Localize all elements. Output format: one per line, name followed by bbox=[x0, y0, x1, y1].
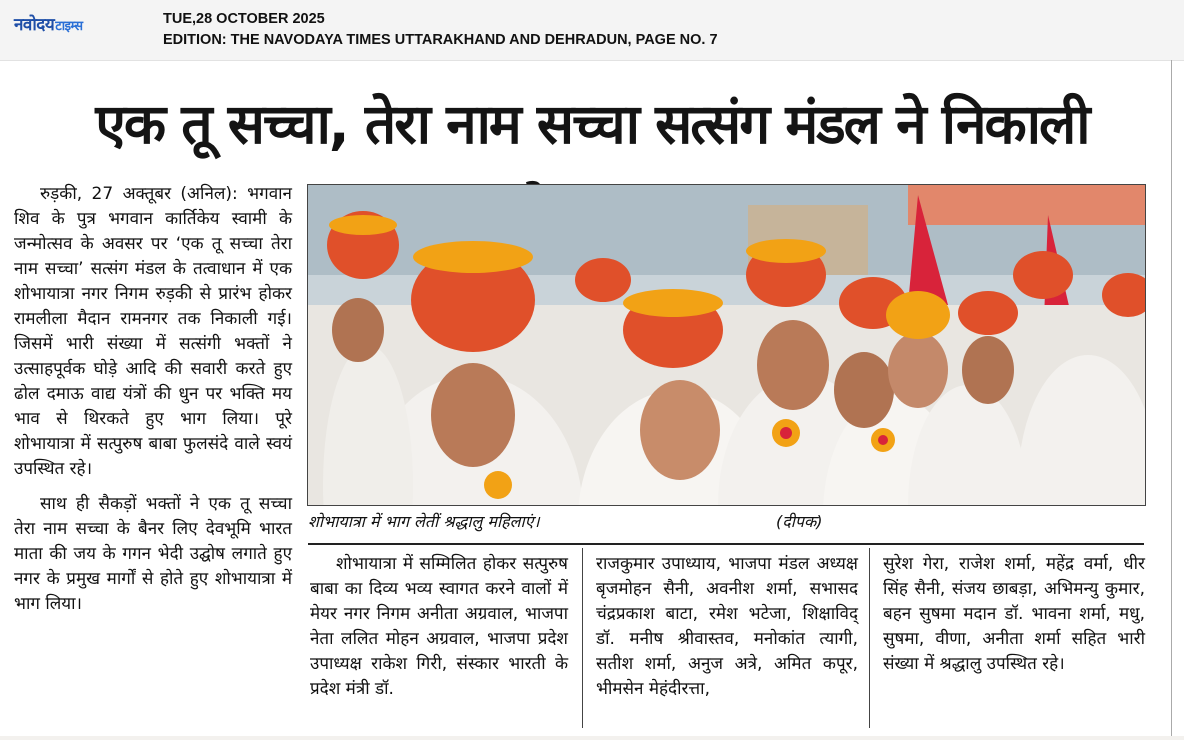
paragraph-4: राजकुमार उपाध्याय, भाजपा मंडल अध्यक्ष बृजमोहन सैनी, अवनीश शर्मा, सभासद चंद्रप्रकाश बाटा, रमेश भटेजा, शिक्षाविद् डॉ. मनीष श्रीवास्तव, मनोकांत त्यागी, सतीश शर्मा, अनुज अत्रे, अमित कपूर, भीमसेन मेहंदीरत्ता, bbox=[596, 554, 858, 699]
date-line: TUE,28 OCTOBER 2025 bbox=[163, 11, 325, 27]
page-edge-divider bbox=[1171, 60, 1172, 740]
paragraph-5: सुरेश गेरा, राजेश शर्मा, महेंद्र वर्मा, धीर सिंह सैनी, संजय छाबड़ा, अभिमन्यु कुमार, बहन सुषमा मदान डॉ. भावना शर्मा, मधु, सुषमा, वीणा, अनीता शर्मा सहित भारी संख्या में श्रद्धालु उपस्थित रहे। bbox=[883, 554, 1145, 674]
newspaper-logo bbox=[14, 12, 83, 35]
top-bar bbox=[0, 0, 1184, 61]
logo-sub: टाइम्स bbox=[55, 19, 83, 34]
column-divider bbox=[582, 548, 583, 728]
article-column-2 bbox=[310, 552, 568, 702]
paragraph-3: शोभायात्रा में सम्मिलित होकर सत्पुरुष बाबा का दिव्य भव्य स्वागत करने वालों में मेयर नगर निगम अनीता अग्रवाल, भाजपा नेता ललित मोहन अग्रवाल, भाजपा प्रदेश उपाध्यक्ष राकेश गिरी, संस्कार भारती के प्रदेश मंत्री डॉ. bbox=[310, 554, 568, 699]
paragraph-2: साथ ही सैकड़ों भक्तों ने एक तू सच्चा तेरा नाम सच्चा के बैनर लिए देवभूमि भारत माता की जय के गगन भेदी उद्घोष लगाते हुए नगर के प्रमुख मार्गों से होते हुए शोभायात्रा में भाग लिया। bbox=[14, 494, 292, 614]
bottom-strip bbox=[0, 736, 1184, 740]
caption-text: शोभायात्रा में भाग लेतीं श्रद्धालु महिलाएं। bbox=[308, 512, 540, 531]
photo-credit: (दीपक) bbox=[776, 512, 823, 531]
article-column-1 bbox=[14, 182, 292, 617]
procession-illustration bbox=[308, 185, 1145, 505]
caption-rule bbox=[308, 543, 1144, 545]
article-column-4 bbox=[883, 552, 1145, 677]
photo-caption bbox=[308, 510, 1144, 536]
logo-main: नवोदय bbox=[14, 15, 55, 35]
article-column-3 bbox=[596, 552, 858, 702]
paragraph-1: रुड़की, 27 अक्तूबर (अनिल): भगवान शिव के पुत्र भगवान कार्तिकेय स्वामी के जन्मोत्सव के अवसर पर ‘एक तू सच्चा तेरा नाम सच्चा’ सत्संग मंडल के तत्वाधान में एक शोभायात्रा नगर निगम रुड़की से प्रारंभ होकर रामलीला मैदान रामनगर तक निकाली गई। जिसमें भारी संख्या में सत्संगी भक्तों ने उत्साहपूर्वक घोड़े आदि की सवारी करते हुए ढोल दमाऊ वाद्य यंत्रों की धुन पर भक्ति मय भाव से थिरकते हुए भाग लिया। पूरे शोभायात्रा में सत्पुरुष बाबा फुलसंदे वाले स्वयं उपस्थित रहे। bbox=[14, 184, 292, 479]
procession-photo bbox=[307, 184, 1146, 506]
edition-info bbox=[163, 9, 718, 51]
edition-line: EDITION: THE NAVODAYA TIMES UTTARAKHAND AND DEHRADUN, PAGE NO. 7 bbox=[163, 32, 718, 48]
headline: एक तू सच्चा, तेरा नाम सच्चा सत्संग मंडल ने निकाली bbox=[95, 92, 1089, 156]
column-divider bbox=[869, 548, 870, 728]
